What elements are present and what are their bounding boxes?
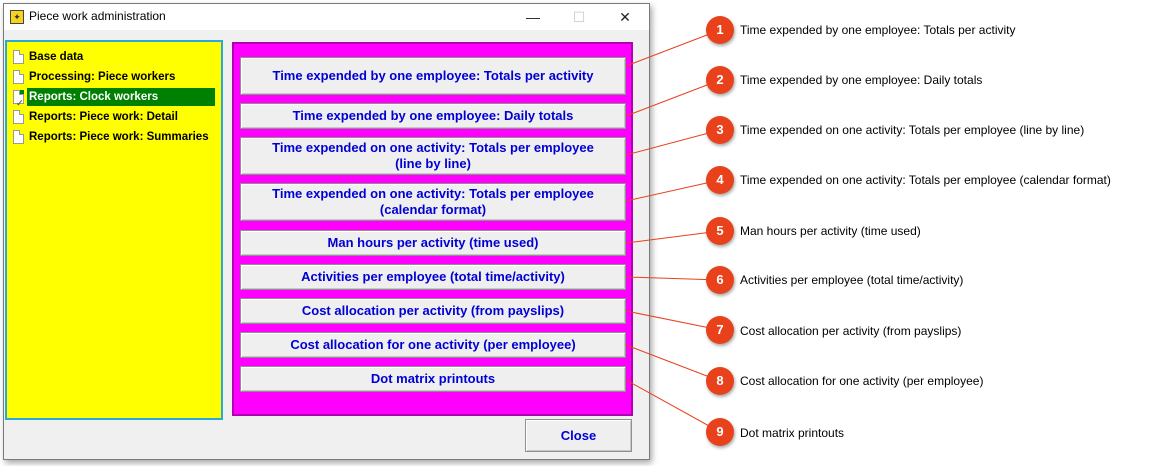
document-icon <box>13 70 24 84</box>
window-title: Piece work administration <box>29 9 166 23</box>
report-button-label: Activities per employee (total time/activity) <box>301 269 565 284</box>
report-button-8[interactable] <box>240 332 626 358</box>
callout-badge-9: 9 <box>706 418 734 446</box>
tree-item-label: Processing: Piece workers <box>29 71 176 83</box>
report-button-1[interactable] <box>240 57 626 95</box>
report-button-3[interactable] <box>240 137 626 175</box>
callout-badge-4: 4 <box>706 166 734 194</box>
tree-item-reports-piece-work-summaries[interactable] <box>13 128 219 146</box>
minimize-button[interactable] <box>510 4 556 30</box>
navigation-tree <box>5 40 223 420</box>
tree-item-reports-clock-workers[interactable] <box>13 88 219 106</box>
annotation-5: Man hours per activity (time used) <box>740 224 921 238</box>
annotation-8: Cost allocation for one activity (per employee) <box>740 374 984 388</box>
report-button-label: Time expended by one employee: Daily totals <box>292 108 574 123</box>
close-window-button[interactable] <box>602 4 648 30</box>
close-button-label: Close <box>560 428 597 443</box>
report-button-label: Time expended by one employee: Totals per activity <box>272 68 594 83</box>
maximize-button <box>556 4 602 30</box>
report-button-6[interactable] <box>240 264 626 290</box>
report-button-label: Dot matrix printouts <box>370 371 496 386</box>
report-button-label: Cost allocation for one activity (per employee) <box>290 337 576 352</box>
reports-panel <box>232 42 633 416</box>
report-button-5[interactable] <box>240 230 626 256</box>
report-button-label: Man hours per activity (time used) <box>327 235 539 250</box>
document-icon <box>13 110 24 124</box>
report-button-label: Time expended on one activity: Totals per employee <box>272 140 594 155</box>
document-check-icon: ✓ <box>13 90 24 104</box>
callout-badge-8: 8 <box>706 367 734 395</box>
annotation-7: Cost allocation per activity (from payslips) <box>740 324 962 338</box>
callout-badge-6: 6 <box>706 266 734 294</box>
tree-item-base-data[interactable] <box>13 48 219 66</box>
annotation-9: Dot matrix printouts <box>740 426 845 440</box>
callout-badge-2: 2 <box>706 66 734 94</box>
report-button-2[interactable] <box>240 103 626 129</box>
report-button-7[interactable] <box>240 298 626 324</box>
tree-item-label: Base data <box>29 51 84 63</box>
title-bar <box>4 4 649 30</box>
tree-item-label: Reports: Piece work: Detail <box>29 111 178 123</box>
tree-item-label: Reports: Piece work: Summaries <box>29 131 209 143</box>
callout-badge-5: 5 <box>706 217 734 245</box>
report-button-sublabel: (line by line) <box>395 156 471 171</box>
report-button-label: Cost allocation per activity (from payslips) <box>301 303 565 318</box>
callout-badge-3: 3 <box>706 116 734 144</box>
tree-item-reports-piece-work-detail[interactable] <box>13 108 219 126</box>
report-button-9[interactable] <box>240 366 626 392</box>
close-button[interactable] <box>525 419 632 452</box>
report-button-4[interactable] <box>240 183 626 221</box>
document-icon <box>13 130 24 144</box>
app-icon: ✦ <box>10 10 24 24</box>
maximize-icon: ☐ <box>572 9 586 25</box>
annotation-3: Time expended on one activity: Totals per employee (line by line) <box>740 123 1085 137</box>
report-button-sublabel: (calendar format) <box>379 202 487 217</box>
callout-badge-7: 7 <box>706 316 734 344</box>
annotation-2: Time expended by one employee: Daily totals <box>740 73 983 87</box>
annotation-4: Time expended on one activity: Totals per employee (calendar format) <box>740 173 1111 187</box>
tree-item-processing-piece-workers[interactable] <box>13 68 219 86</box>
tree-item-label: Reports: Clock workers <box>27 88 215 106</box>
minimize-icon: — <box>526 9 540 25</box>
callout-badge-1: 1 <box>706 16 734 44</box>
annotation-1: Time expended by one employee: Totals per activity <box>740 23 1016 37</box>
annotation-6: Activities per employee (total time/activity) <box>740 273 964 287</box>
report-button-label: Time expended on one activity: Totals per employee <box>272 186 594 201</box>
document-icon <box>13 50 24 64</box>
close-icon: ✕ <box>619 9 631 25</box>
